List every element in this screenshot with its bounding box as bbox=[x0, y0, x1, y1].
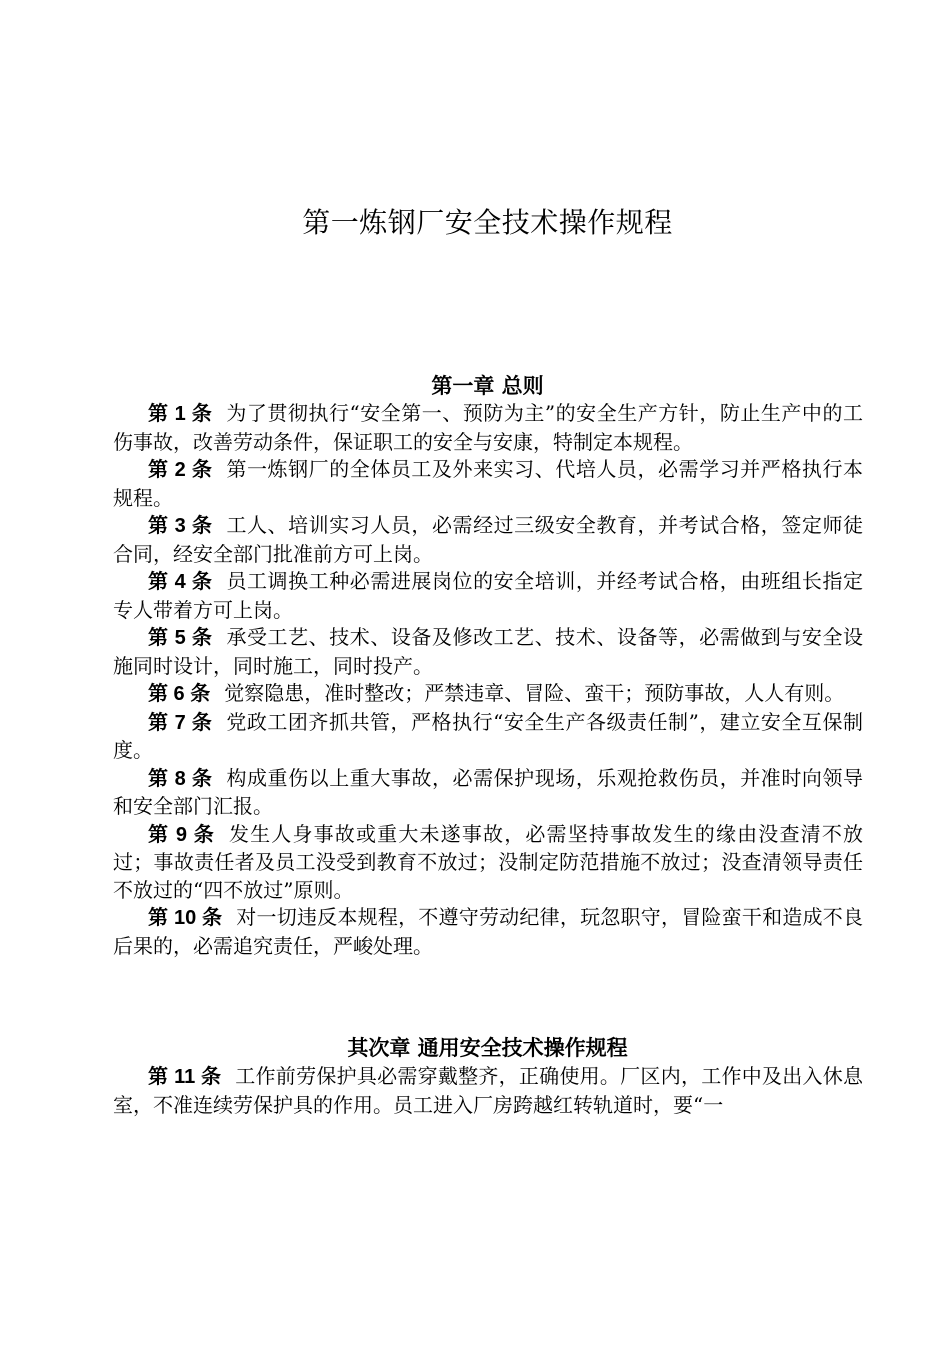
chapter-1-heading: 第一章 总则 bbox=[431, 373, 544, 399]
article-number: 第 5 条 bbox=[148, 627, 213, 649]
article-number: 第 11 条 bbox=[148, 1066, 222, 1088]
article-1 bbox=[113, 400, 863, 456]
article-number: 第 1 条 bbox=[148, 403, 213, 425]
article-text: 党政工团齐抓共管，严格执行“安全生产各级责任制”，建立安全互保制度。 bbox=[113, 709, 863, 762]
article-number: 第 2 条 bbox=[148, 459, 213, 481]
article-4 bbox=[113, 568, 863, 624]
chapter-1-articles bbox=[113, 400, 863, 960]
article-number: 第 7 条 bbox=[148, 711, 213, 734]
article-number: 第 8 条 bbox=[148, 767, 213, 790]
article-8 bbox=[113, 765, 863, 821]
article-number: 第 9 条 bbox=[148, 823, 215, 846]
article-9 bbox=[113, 821, 863, 905]
article-2 bbox=[113, 456, 863, 512]
article-7 bbox=[113, 709, 863, 765]
article-text: 第一炼钢厂的全体员工及外来实习、代培人员，必需学习并严格执行本规程。 bbox=[113, 457, 863, 510]
chapter-2-articles bbox=[113, 1063, 863, 1119]
article-text: 觉察隐患，准时整改；严禁违章、冒险、蛮干；预防事故，人人有则。 bbox=[224, 681, 845, 705]
article-text: 为了贯彻执行“安全第一、预防为主”的安全生产方针，防止生产中的工伤事故，改善劳动条件，保证职工的安全与安康，特制定本规程。 bbox=[113, 401, 863, 454]
article-number: 第 6 条 bbox=[148, 683, 211, 705]
article-number: 第 10 条 bbox=[148, 907, 223, 929]
article-11 bbox=[113, 1063, 863, 1119]
article-3 bbox=[113, 512, 863, 568]
chapter-2-heading: 其次章 通用安全技术操作规程 bbox=[347, 1035, 628, 1061]
article-text: 对一切违反本规程，不遵守劳动纪律，玩忽职守，冒险蛮干和造成不良后果的，必需追究责任，严峻处理。 bbox=[113, 905, 864, 958]
article-6 bbox=[113, 680, 863, 709]
article-5 bbox=[113, 624, 863, 680]
article-number: 第 3 条 bbox=[148, 515, 213, 537]
article-text: 构成重伤以上重大事故，必需保护现场，乐观抢救伤员，并准时向领导和安全部门汇报。 bbox=[113, 765, 863, 818]
article-number: 第 4 条 bbox=[148, 571, 213, 593]
article-text: 员工调换工种必需进展岗位的安全培训，并经考试合格，由班组长指定专人带着方可上岗。 bbox=[113, 569, 863, 622]
article-text: 工作前劳保护具必需穿戴整齐，正确使用。厂区内，工作中及出入休息室，不准连续劳保护具的作用。员工进入厂房跨越红转轨道时，要“一 bbox=[113, 1064, 864, 1117]
article-text: 工人、培训实习人员，必需经过三级安全教育，并考试合格，签定师徒合同，经安全部门批准前方可上岗。 bbox=[113, 513, 863, 566]
article-text: 发生人身事故或重大未遂事故，必需坚持事故发生的缘由没查清不放过；事故责任者及员工没受到教育不放过；没制定防范措施不放过；没查清领导责任不放过的“四不放过”原则。 bbox=[113, 821, 863, 902]
document-title: 第一炼钢厂安全技术操作规程 bbox=[302, 205, 673, 239]
article-10 bbox=[113, 904, 863, 960]
article-text: 承受工艺、技术、设备及修改工艺、技术、设备等，必需做到与安全设施同时设计，同时施工，同时投产。 bbox=[113, 625, 863, 678]
